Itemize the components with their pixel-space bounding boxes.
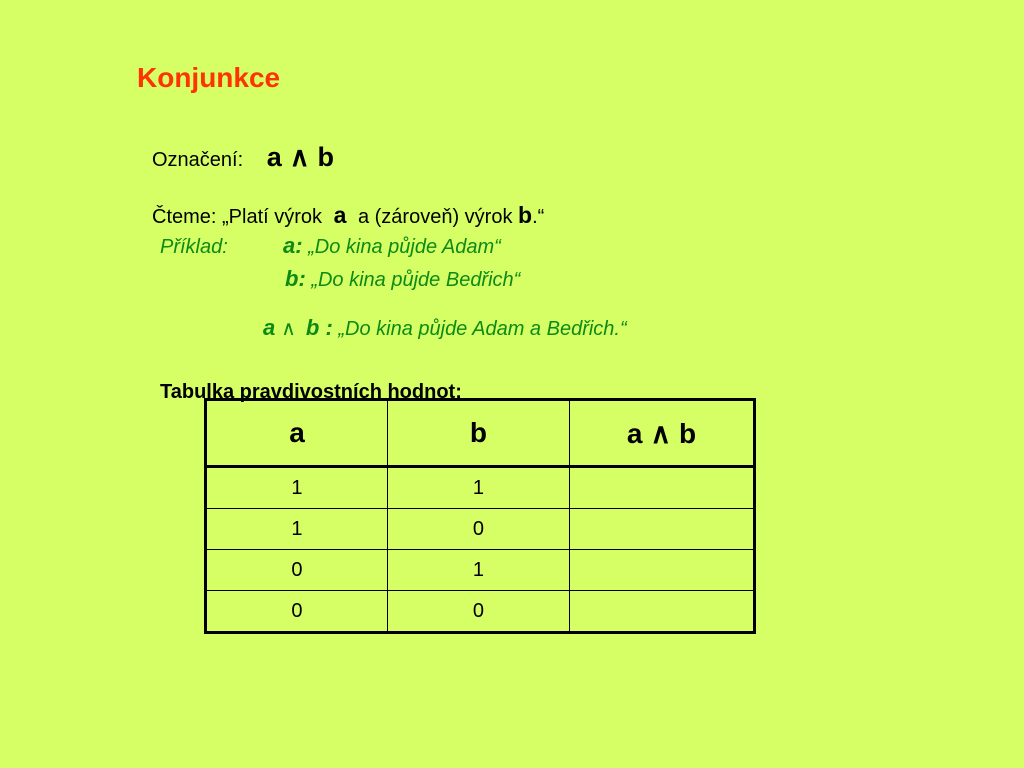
- table-row: [206, 550, 755, 591]
- cell-a-and-b: [569, 509, 754, 550]
- cell-a: 1: [206, 509, 388, 550]
- slide-title: Konjunkce: [137, 62, 281, 93]
- example-ab-var-b: b :: [305, 315, 333, 340]
- table-header-row: [206, 400, 755, 467]
- example-a-text: „Do kina půjde Adam“: [308, 236, 501, 258]
- table-row: [206, 591, 755, 633]
- reading-suffix: .“: [532, 206, 545, 228]
- reading-line: [152, 202, 544, 229]
- notation-var-a: a: [266, 142, 282, 172]
- header-ab-var-b: b: [678, 417, 697, 449]
- table-row: [206, 509, 755, 550]
- notation-label: Označení:: [152, 149, 244, 171]
- cell-b: 0: [387, 509, 569, 550]
- example-b-line: [285, 266, 520, 292]
- cell-a: 0: [206, 550, 388, 591]
- and-operator-icon: ∧: [289, 142, 310, 172]
- reading-var-b: b: [518, 202, 533, 228]
- header-ab-var-a: a: [626, 417, 643, 449]
- cell-a-and-b: [569, 550, 754, 591]
- table-caption: Tabulka pravdivostních hodnot:: [160, 381, 462, 403]
- reading-prefix: Čteme: „Platí výrok: [152, 206, 323, 228]
- example-ab-var-a: a: [263, 315, 276, 340]
- header-a-and-b: [569, 400, 754, 467]
- example-label: Příklad:: [160, 236, 228, 258]
- example-a-var: a:: [283, 233, 303, 258]
- header-a: a: [206, 400, 388, 467]
- and-operator-icon: ∧: [650, 417, 671, 449]
- and-operator-icon: ∧: [281, 318, 296, 340]
- cell-b: 0: [387, 591, 569, 633]
- example-conjunction-line: [263, 315, 627, 341]
- cell-b: 1: [387, 467, 569, 509]
- cell-a: 0: [206, 591, 388, 633]
- table-row: [206, 467, 755, 509]
- example-b-var: b:: [285, 266, 306, 291]
- notation-expression: [267, 142, 334, 172]
- example-b-text: „Do kina půjde Bedřich“: [311, 269, 521, 291]
- notation-var-b: b: [317, 142, 335, 172]
- reading-middle: a (zároveň) výrok: [357, 206, 513, 228]
- example-ab-text: „Do kina půjde Adam a Bedřich.“: [338, 318, 627, 340]
- cell-a-and-b: [569, 467, 754, 509]
- notation-line: [152, 142, 334, 173]
- cell-b: 1: [387, 550, 569, 591]
- example-a-line: [283, 233, 501, 259]
- cell-a-and-b: [569, 591, 754, 633]
- truth-table: [204, 398, 756, 634]
- cell-a: 1: [206, 467, 388, 509]
- header-b: b: [387, 400, 569, 467]
- reading-var-a: a: [333, 202, 347, 228]
